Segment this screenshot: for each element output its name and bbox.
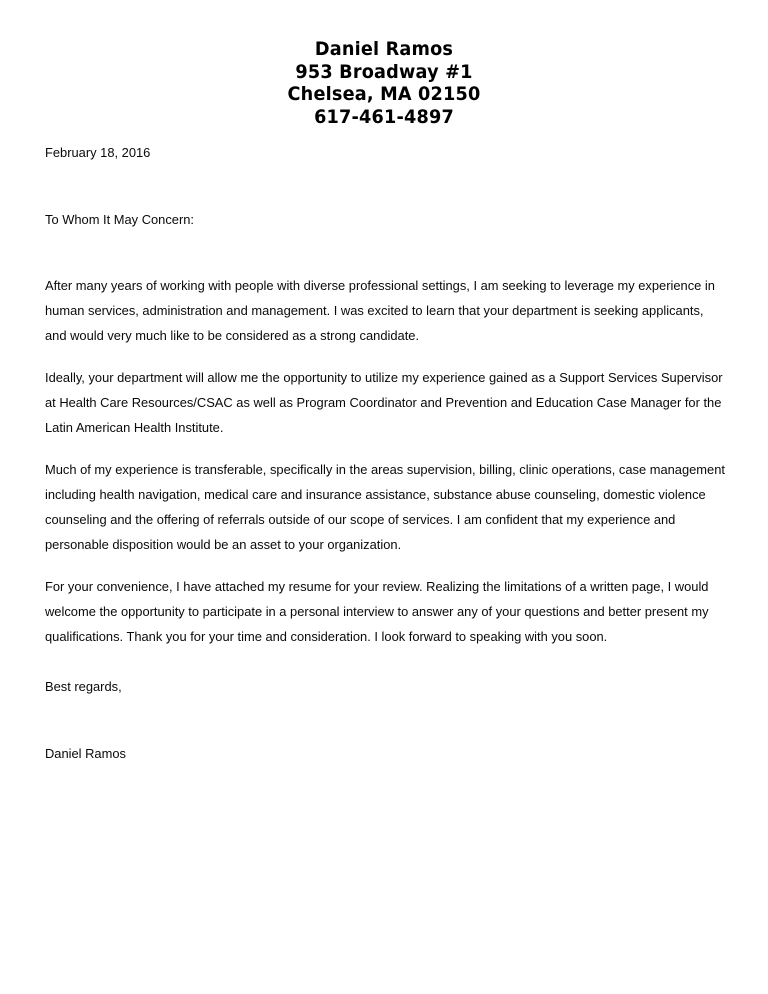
letterhead-phone-number: 617-461-4897 <box>314 105 454 128</box>
letter-paragraph-2-block <box>45 365 725 440</box>
letter-paragraph-1: After many years of working with people with diverse professional settings, I am seeking to leverage my experience in human services, administration and management. I was excited to learn that your department is seeking applicants, and would very much like to be considered as a strong candidate. <box>45 278 715 343</box>
letter-salutation-block <box>45 207 725 232</box>
letter-signature-name: Daniel Ramos <box>45 746 126 761</box>
letter-paragraph-3: Much of my experience is transferable, specifically in the areas supervision, billing, clinic operations, case management including health navigation, medical care and insurance assistance, substance abuse counseling, domestic violence counseling and the offering of referrals outside of our scope of services. I am confident that my experience and personable disposition would be an asset to your organization. <box>45 462 725 552</box>
letter-date-block <box>45 140 725 165</box>
letter-paragraph-4: For your convenience, I have attached my resume for your review. Realizing the limitations of a written page, I would welcome the opportunity to participate in a personal interview to answer any of your questions and better present my qualifications. Thank you for your time and consideration. I look forward to speaking with you soon. <box>45 579 709 644</box>
letter-date: February 18, 2016 <box>45 145 151 160</box>
letterhead-city-state-zip: Chelsea, MA 02150 <box>287 83 481 105</box>
letterhead-name: Daniel Ramos <box>314 38 454 60</box>
letter-signature-block <box>45 741 725 766</box>
letter-salutation: To Whom It May Concern: <box>45 212 195 227</box>
letter-paragraph-1-block <box>45 273 725 348</box>
letter-closing: Best regards, <box>45 679 122 694</box>
letter-paragraph-4-block <box>45 574 725 649</box>
letter-body <box>45 140 725 766</box>
letter-paragraph-2: Ideally, your department will allow me the opportunity to utilize my experience gained as a Support Services Supervisor at Health Care Resources/CSAC as well as Program Coordinator and Prevention and Education Case Manager for the Latin American Health Institute. <box>45 370 723 435</box>
letterhead <box>0 38 768 128</box>
letter-closing-block <box>45 674 725 699</box>
letterhead-street-address: 953 Broadway #1 <box>295 60 473 83</box>
letter-paragraph-3-block <box>45 457 725 557</box>
